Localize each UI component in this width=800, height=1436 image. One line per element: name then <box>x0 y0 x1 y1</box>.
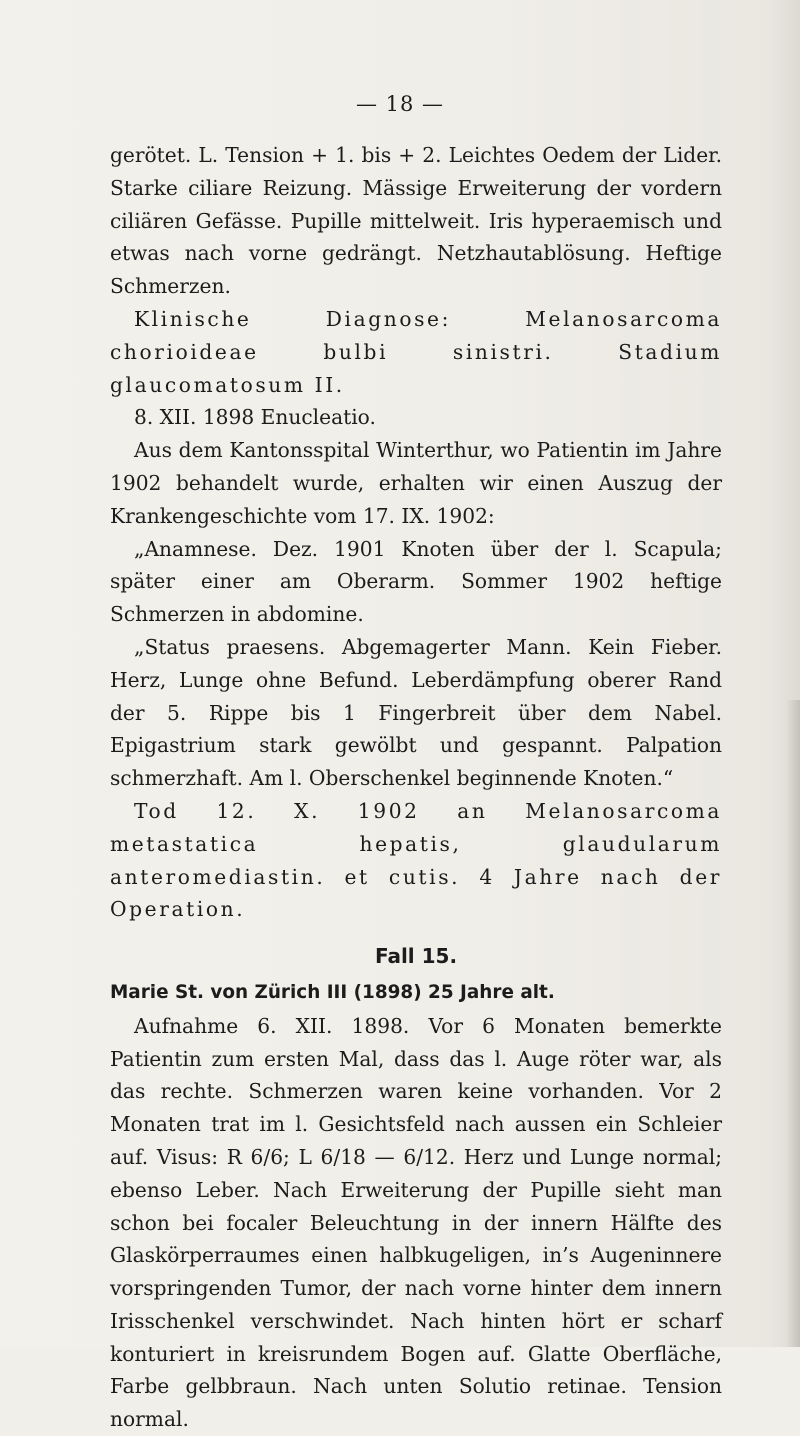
paragraph-status: „Status praesens. Abgemagerter Mann. Kein Fieber. Herz, Lunge ohne Befund. Leberdämpfung oberer Rand der 5. Rippe bis 1 Fingerbreit über dem Nabel. Epigastrium stark gewölbt und gespannt. Palpation schmerzhaft. Am l. Oberschenkel beginnende Knoten.“ <box>110 634 722 791</box>
paragraph-findings: gerötet. L. Tension + 1. bis + 2. Leichtes Oedem der Lider. Starke ciliare Reizung. Mässige Erweiterung der vordern ciliären Gefässe. Pupille mittelweit. Iris hyperaemisch und etwas nach vorne gedrängt. Netzhautablösung. Heftige Schmerzen. <box>110 143 722 299</box>
paragraph-death: Tod 12. X. 1902 an Melanosarcoma metastatica hepatis, glaudularum anteromediastin. et cutis. 4 Jahre nach der Operation. <box>110 798 722 922</box>
page-edge-shadow <box>786 700 800 1347</box>
paragraph-diagnosis: Klinische Diagnose: Melanosarcoma chorioideae bulbi sinistri. Stadium glaucomatosum II. <box>110 306 722 397</box>
patient-line: Marie St. von Zürich III (1898) 25 Jahre alt. <box>110 981 555 1003</box>
paragraph-anamnesis: „Anamnese. Dez. 1901 Knoten über der l. Scapula; später einer am Oberarm. Sommer 1902 heftige Schmerzen in abdomine. <box>110 536 722 627</box>
page-number: — 18 — <box>355 92 445 116</box>
paragraph-hospital-extract: Aus dem Kantonsspital Winterthur, wo Patientin im Jahre 1902 behandelt wurde, erhalten wir einen Auszug der Krankengeschichte vom 17. IX. 1902: <box>110 438 722 528</box>
paragraph-admission: Aufnahme 6. XII. 1898. Vor 6 Monaten bemerkte Patientin zum ersten Mal, dass das l. Auge röter war, als das rechte. Schmerzen waren keine vorhanden. Vor 2 Monaten trat im l. Gesichtsfeld nach aussen ein Schleier auf. Visus: R 6/6; L 6/18 — 6/12. Herz und Lunge normal; ebenso Leber. Nach Erweiterung der Pupille sieht man schon bei focaler Beleuchtung in der innern Hälfte des Glaskörperraumes einen halbkugeligen, in’s Augeninnere vorspringenden Tumor, der nach vorne hinter dem innern Irisschenkel verschwindet. Nach hinten hört er scharf konturiert in kreisrundem Bogen auf. Glatte Oberfläche, Farbe gelbbraun. Nach unten Solutio retinae. Tension normal. <box>110 1013 722 1432</box>
body-text <box>110 139 722 1436</box>
case-heading: Fall 15. <box>374 944 458 969</box>
paragraph-enucleation: 8. XII. 1898 Enucleatio. <box>134 405 376 430</box>
